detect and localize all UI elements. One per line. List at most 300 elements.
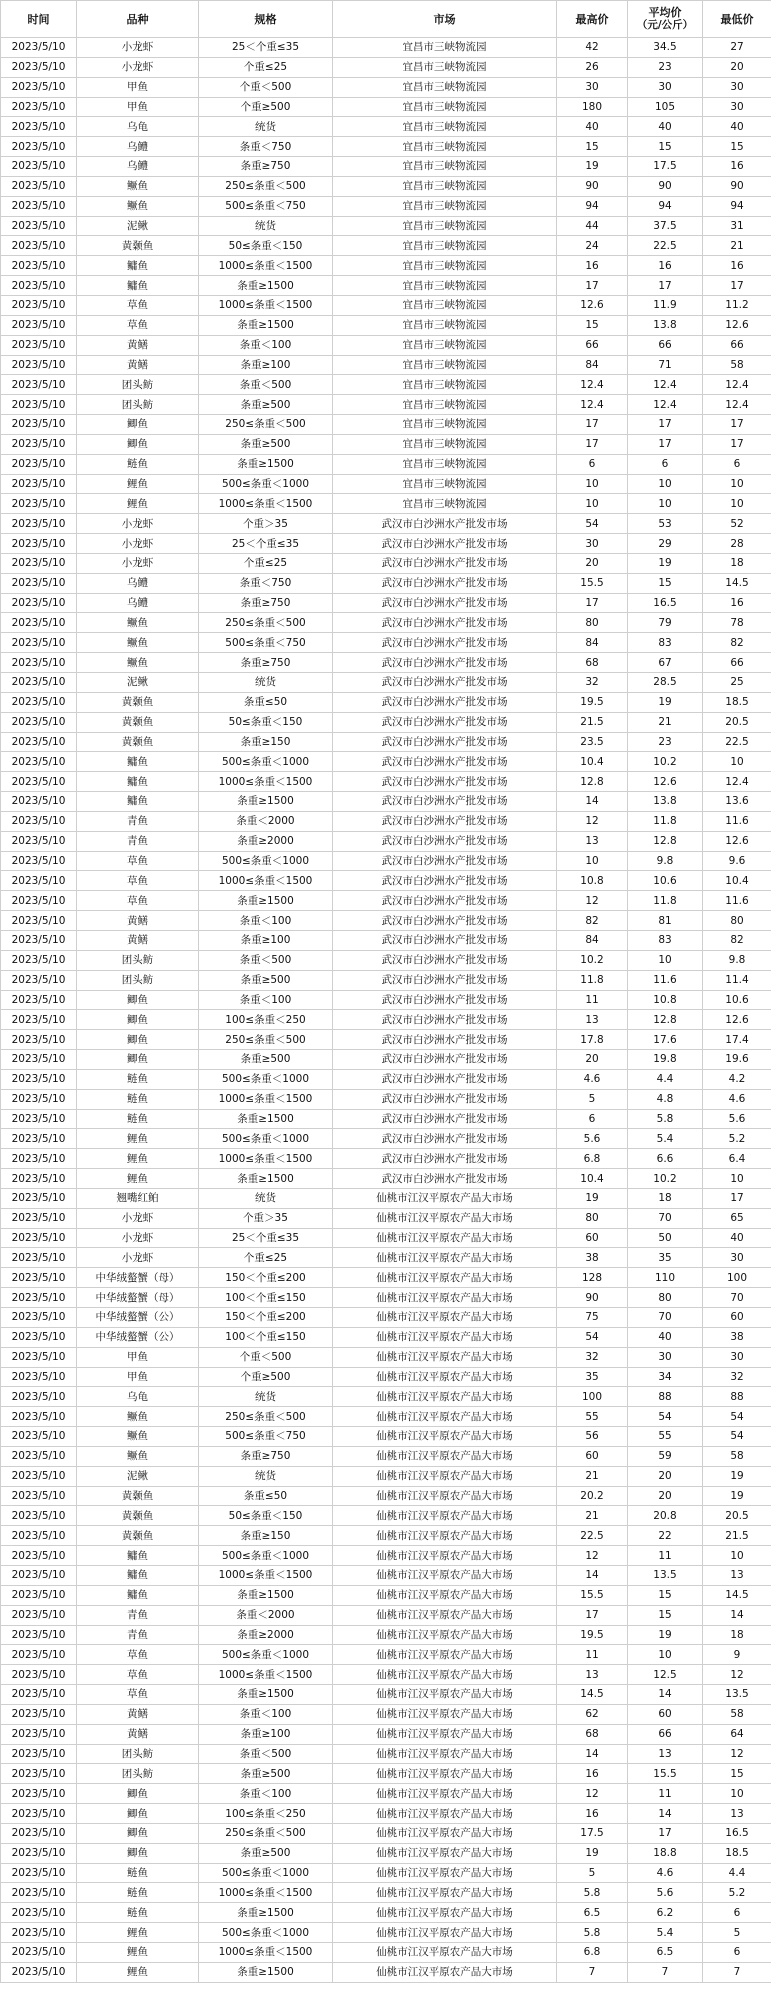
low-price-cell: 10: [703, 1546, 771, 1566]
variety-cell: 鲢鱼: [77, 1903, 199, 1923]
date-cell: 2023/5/10: [1, 276, 77, 296]
low-price-cell: 14.5: [703, 573, 771, 593]
table-row: [1, 1962, 771, 1982]
avg-price-cell: 20: [628, 1486, 703, 1506]
market-cell: 仙桃市江汉平原农产品大市场: [333, 1605, 557, 1625]
market-cell: 仙桃市江汉平原农产品大市场: [333, 1903, 557, 1923]
table-row: [1, 1565, 771, 1585]
spec-cell: 100＜个重≤150: [199, 1288, 333, 1308]
market-cell: 仙桃市江汉平原农产品大市场: [333, 1724, 557, 1744]
low-price-cell: 60: [703, 1308, 771, 1328]
avg-price-cell: 83: [628, 633, 703, 653]
avg-price-cell: 67: [628, 653, 703, 673]
avg-price-cell: 88: [628, 1387, 703, 1407]
market-cell: 仙桃市江汉平原农产品大市场: [333, 1466, 557, 1486]
table-row: [1, 1069, 771, 1089]
market-cell: 宜昌市三峡物流园: [333, 415, 557, 435]
market-cell: 武汉市白沙洲水产批发市场: [333, 1010, 557, 1030]
variety-cell: 黄鳝: [77, 911, 199, 931]
variety-cell: 团头鲂: [77, 1764, 199, 1784]
high-price-cell: 5: [557, 1089, 628, 1109]
date-cell: 2023/5/10: [1, 494, 77, 514]
high-price-cell: 11: [557, 1645, 628, 1665]
variety-cell: 泥鳅: [77, 216, 199, 236]
low-price-cell: 7: [703, 1962, 771, 1982]
high-price-cell: 10.8: [557, 871, 628, 891]
high-price-cell: 17.5: [557, 1823, 628, 1843]
market-cell: 武汉市白沙洲水产批发市场: [333, 692, 557, 712]
market-cell: 仙桃市江汉平原农产品大市场: [333, 1625, 557, 1645]
spec-cell: 250≤条重＜500: [199, 1030, 333, 1050]
market-cell: 宜昌市三峡物流园: [333, 57, 557, 77]
low-price-cell: 17: [703, 276, 771, 296]
market-cell: 武汉市白沙洲水产批发市场: [333, 514, 557, 534]
high-price-cell: 15.5: [557, 1585, 628, 1605]
table-row: [1, 1764, 771, 1784]
table-row: [1, 1129, 771, 1149]
low-price-cell: 70: [703, 1288, 771, 1308]
market-cell: 宜昌市三峡物流园: [333, 216, 557, 236]
table-row: [1, 1387, 771, 1407]
avg-price-cell: 70: [628, 1208, 703, 1228]
avg-price-cell: 70: [628, 1308, 703, 1328]
market-cell: 仙桃市江汉平原农产品大市场: [333, 1843, 557, 1863]
date-cell: 2023/5/10: [1, 1883, 77, 1903]
market-cell: 宜昌市三峡物流园: [333, 395, 557, 415]
table-row: [1, 1149, 771, 1169]
low-price-cell: 18: [703, 553, 771, 573]
variety-cell: 黄鳝: [77, 1724, 199, 1744]
market-cell: 仙桃市江汉平原农产品大市场: [333, 1208, 557, 1228]
high-price-cell: 10.4: [557, 1169, 628, 1189]
date-cell: 2023/5/10: [1, 1645, 77, 1665]
high-price-cell: 21: [557, 1506, 628, 1526]
high-price-cell: 4.6: [557, 1069, 628, 1089]
market-cell: 宜昌市三峡物流园: [333, 454, 557, 474]
market-cell: 武汉市白沙洲水产批发市场: [333, 553, 557, 573]
variety-cell: 草鱼: [77, 851, 199, 871]
table-row: [1, 355, 771, 375]
high-price-cell: 17.8: [557, 1030, 628, 1050]
high-price-cell: 22.5: [557, 1526, 628, 1546]
avg-price-cell: 21: [628, 712, 703, 732]
spec-cell: 500≤条重＜1000: [199, 1069, 333, 1089]
low-price-cell: 30: [703, 1347, 771, 1367]
market-cell: 宜昌市三峡物流园: [333, 97, 557, 117]
variety-cell: 团头鲂: [77, 1744, 199, 1764]
avg-price-cell: 28.5: [628, 673, 703, 693]
table-row: [1, 1843, 771, 1863]
avg-price-cell: 23: [628, 57, 703, 77]
header-variety: 品种: [77, 1, 199, 38]
table-row: [1, 1685, 771, 1705]
low-price-cell: 10: [703, 474, 771, 494]
low-price-cell: 13: [703, 1804, 771, 1824]
spec-cell: 条重＜100: [199, 335, 333, 355]
date-cell: 2023/5/10: [1, 1565, 77, 1585]
market-cell: 仙桃市江汉平原农产品大市场: [333, 1645, 557, 1665]
market-cell: 仙桃市江汉平原农产品大市场: [333, 1764, 557, 1784]
market-cell: 宜昌市三峡物流园: [333, 335, 557, 355]
low-price-cell: 11.4: [703, 970, 771, 990]
table-row: [1, 1625, 771, 1645]
table-row: [1, 673, 771, 693]
date-cell: 2023/5/10: [1, 1050, 77, 1070]
avg-price-cell: 55: [628, 1427, 703, 1447]
spec-cell: 1000≤条重＜1500: [199, 1565, 333, 1585]
high-price-cell: 14: [557, 1565, 628, 1585]
low-price-cell: 58: [703, 355, 771, 375]
date-cell: 2023/5/10: [1, 196, 77, 216]
avg-price-cell: 83: [628, 930, 703, 950]
avg-price-cell: 11: [628, 1546, 703, 1566]
date-cell: 2023/5/10: [1, 712, 77, 732]
low-price-cell: 18.5: [703, 692, 771, 712]
variety-cell: 鲫鱼: [77, 1010, 199, 1030]
high-price-cell: 6.5: [557, 1903, 628, 1923]
low-price-cell: 78: [703, 613, 771, 633]
spec-cell: 250≤条重＜500: [199, 1823, 333, 1843]
variety-cell: 小龙虾: [77, 1228, 199, 1248]
date-cell: 2023/5/10: [1, 851, 77, 871]
spec-cell: 150＜个重≤200: [199, 1268, 333, 1288]
table-row: [1, 534, 771, 554]
date-cell: 2023/5/10: [1, 1367, 77, 1387]
low-price-cell: 14: [703, 1605, 771, 1625]
avg-price-cell: 11.8: [628, 811, 703, 831]
avg-price-cell: 13.5: [628, 1565, 703, 1585]
variety-cell: 鳜鱼: [77, 1446, 199, 1466]
high-price-cell: 5.8: [557, 1923, 628, 1943]
spec-cell: 1000≤条重＜1500: [199, 1883, 333, 1903]
spec-cell: 个重≤25: [199, 1248, 333, 1268]
market-cell: 宜昌市三峡物流园: [333, 276, 557, 296]
spec-cell: 条重≥500: [199, 434, 333, 454]
avg-price-cell: 10.8: [628, 990, 703, 1010]
market-cell: 仙桃市江汉平原农产品大市场: [333, 1823, 557, 1843]
spec-cell: 条重≥1500: [199, 454, 333, 474]
date-cell: 2023/5/10: [1, 1407, 77, 1427]
market-cell: 宜昌市三峡物流园: [333, 315, 557, 335]
avg-price-cell: 14: [628, 1804, 703, 1824]
date-cell: 2023/5/10: [1, 1546, 77, 1566]
date-cell: 2023/5/10: [1, 1744, 77, 1764]
variety-cell: 甲鱼: [77, 1367, 199, 1387]
high-price-cell: 17: [557, 415, 628, 435]
high-price-cell: 13: [557, 1665, 628, 1685]
spec-cell: 条重≥750: [199, 593, 333, 613]
high-price-cell: 60: [557, 1446, 628, 1466]
spec-cell: 500≤条重＜750: [199, 633, 333, 653]
table-row: [1, 911, 771, 931]
table-row: [1, 1863, 771, 1883]
variety-cell: 草鱼: [77, 295, 199, 315]
spec-cell: 个重＜500: [199, 77, 333, 97]
variety-cell: 青鱼: [77, 1605, 199, 1625]
variety-cell: 乌鳢: [77, 157, 199, 177]
spec-cell: 条重≥100: [199, 1724, 333, 1744]
market-cell: 武汉市白沙洲水产批发市场: [333, 1149, 557, 1169]
spec-cell: 250≤条重＜500: [199, 415, 333, 435]
date-cell: 2023/5/10: [1, 1109, 77, 1129]
market-cell: 武汉市白沙洲水产批发市场: [333, 633, 557, 653]
variety-cell: 鲫鱼: [77, 1823, 199, 1843]
avg-price-cell: 6.6: [628, 1149, 703, 1169]
low-price-cell: 17.4: [703, 1030, 771, 1050]
avg-price-cell: 17: [628, 434, 703, 454]
avg-price-cell: 17: [628, 276, 703, 296]
variety-cell: 黄鳝: [77, 355, 199, 375]
low-price-cell: 16.5: [703, 1823, 771, 1843]
header-avg-unit: （元/公斤）: [636, 19, 694, 31]
low-price-cell: 80: [703, 911, 771, 931]
spec-cell: 条重≤50: [199, 692, 333, 712]
variety-cell: 鲫鱼: [77, 1030, 199, 1050]
avg-price-cell: 17.5: [628, 157, 703, 177]
spec-cell: 条重≥500: [199, 1764, 333, 1784]
spec-cell: 条重≥150: [199, 1526, 333, 1546]
date-cell: 2023/5/10: [1, 514, 77, 534]
variety-cell: 鲤鱼: [77, 1149, 199, 1169]
high-price-cell: 21: [557, 1466, 628, 1486]
spec-cell: 统货: [199, 1188, 333, 1208]
table-row: [1, 295, 771, 315]
low-price-cell: 13: [703, 1565, 771, 1585]
avg-price-cell: 11.9: [628, 295, 703, 315]
avg-price-cell: 16: [628, 256, 703, 276]
spec-cell: 个重＞35: [199, 1208, 333, 1228]
table-row: [1, 1923, 771, 1943]
avg-price-cell: 34.5: [628, 38, 703, 58]
avg-price-cell: 7: [628, 1962, 703, 1982]
spec-cell: 条重≥750: [199, 1446, 333, 1466]
high-price-cell: 11: [557, 990, 628, 1010]
table-row: [1, 1010, 771, 1030]
avg-price-cell: 11.6: [628, 970, 703, 990]
date-cell: 2023/5/10: [1, 1387, 77, 1407]
low-price-cell: 13.6: [703, 792, 771, 812]
high-price-cell: 54: [557, 1327, 628, 1347]
market-cell: 仙桃市江汉平原农产品大市场: [333, 1704, 557, 1724]
date-cell: 2023/5/10: [1, 1685, 77, 1705]
spec-cell: 500≤条重＜1000: [199, 752, 333, 772]
avg-price-cell: 15: [628, 1585, 703, 1605]
table-row: [1, 216, 771, 236]
variety-cell: 鲢鱼: [77, 1069, 199, 1089]
avg-price-cell: 17: [628, 415, 703, 435]
spec-cell: 条重＜2000: [199, 1605, 333, 1625]
table-row: [1, 1804, 771, 1824]
spec-cell: 250≤条重＜500: [199, 176, 333, 196]
spec-cell: 统货: [199, 216, 333, 236]
high-price-cell: 54: [557, 514, 628, 534]
table-row: [1, 970, 771, 990]
low-price-cell: 17: [703, 415, 771, 435]
table-row: [1, 494, 771, 514]
spec-cell: 条重＜100: [199, 990, 333, 1010]
market-cell: 武汉市白沙洲水产批发市场: [333, 930, 557, 950]
spec-cell: 条重≤50: [199, 1486, 333, 1506]
date-cell: 2023/5/10: [1, 1010, 77, 1030]
variety-cell: 鲫鱼: [77, 1804, 199, 1824]
high-price-cell: 84: [557, 633, 628, 653]
variety-cell: 鳙鱼: [77, 1546, 199, 1566]
table-row: [1, 1943, 771, 1963]
high-price-cell: 40: [557, 117, 628, 137]
high-price-cell: 10: [557, 474, 628, 494]
date-cell: 2023/5/10: [1, 573, 77, 593]
low-price-cell: 12.4: [703, 772, 771, 792]
avg-price-cell: 10: [628, 1645, 703, 1665]
date-cell: 2023/5/10: [1, 157, 77, 177]
low-price-cell: 20.5: [703, 1506, 771, 1526]
low-price-cell: 88: [703, 1387, 771, 1407]
table-row: [1, 593, 771, 613]
spec-cell: 100≤条重＜250: [199, 1804, 333, 1824]
variety-cell: 草鱼: [77, 1665, 199, 1685]
spec-cell: 100＜个重≤150: [199, 1327, 333, 1347]
spec-cell: 统货: [199, 1387, 333, 1407]
spec-cell: 25＜个重≤35: [199, 534, 333, 554]
avg-price-cell: 37.5: [628, 216, 703, 236]
avg-price-cell: 20: [628, 1466, 703, 1486]
variety-cell: 乌鳢: [77, 593, 199, 613]
variety-cell: 鲢鱼: [77, 1863, 199, 1883]
low-price-cell: 94: [703, 196, 771, 216]
spec-cell: 条重＜500: [199, 375, 333, 395]
variety-cell: 团头鲂: [77, 970, 199, 990]
spec-cell: 25＜个重≤35: [199, 38, 333, 58]
variety-cell: 草鱼: [77, 315, 199, 335]
spec-cell: 条重≥500: [199, 395, 333, 415]
high-price-cell: 19.5: [557, 1625, 628, 1645]
market-cell: 武汉市白沙洲水产批发市场: [333, 1089, 557, 1109]
table-row: [1, 176, 771, 196]
market-cell: 仙桃市江汉平原农产品大市场: [333, 1943, 557, 1963]
high-price-cell: 12: [557, 1784, 628, 1804]
variety-cell: 青鱼: [77, 1625, 199, 1645]
market-cell: 宜昌市三峡物流园: [333, 494, 557, 514]
table-row: [1, 137, 771, 157]
table-row: [1, 1466, 771, 1486]
spec-cell: 1000≤条重＜1500: [199, 772, 333, 792]
table-row: [1, 1704, 771, 1724]
high-price-cell: 7: [557, 1962, 628, 1982]
table-row: [1, 474, 771, 494]
market-cell: 宜昌市三峡物流园: [333, 434, 557, 454]
high-price-cell: 12: [557, 811, 628, 831]
market-cell: 武汉市白沙洲水产批发市场: [333, 1050, 557, 1070]
variety-cell: 泥鳅: [77, 673, 199, 693]
variety-cell: 黄鳝: [77, 335, 199, 355]
low-price-cell: 6.4: [703, 1149, 771, 1169]
variety-cell: 鳜鱼: [77, 633, 199, 653]
high-price-cell: 5.6: [557, 1129, 628, 1149]
table-row: [1, 1645, 771, 1665]
variety-cell: 鲫鱼: [77, 415, 199, 435]
high-price-cell: 60: [557, 1228, 628, 1248]
variety-cell: 中华绒螯蟹（母）: [77, 1288, 199, 1308]
table-row: [1, 395, 771, 415]
high-price-cell: 30: [557, 77, 628, 97]
variety-cell: 甲鱼: [77, 77, 199, 97]
date-cell: 2023/5/10: [1, 1585, 77, 1605]
avg-price-cell: 15.5: [628, 1764, 703, 1784]
low-price-cell: 30: [703, 1248, 771, 1268]
table-row: [1, 1228, 771, 1248]
date-cell: 2023/5/10: [1, 1149, 77, 1169]
table-row: [1, 1030, 771, 1050]
date-cell: 2023/5/10: [1, 1903, 77, 1923]
table-row: [1, 930, 771, 950]
table-row: [1, 1367, 771, 1387]
spec-cell: 500≤条重＜750: [199, 1427, 333, 1447]
high-price-cell: 21.5: [557, 712, 628, 732]
low-price-cell: 12.4: [703, 375, 771, 395]
header-date: 时间: [1, 1, 77, 38]
date-cell: 2023/5/10: [1, 1030, 77, 1050]
low-price-cell: 16: [703, 157, 771, 177]
high-price-cell: 20: [557, 553, 628, 573]
table-row: [1, 732, 771, 752]
date-cell: 2023/5/10: [1, 1704, 77, 1724]
market-cell: 仙桃市江汉平原农产品大市场: [333, 1347, 557, 1367]
low-price-cell: 16: [703, 256, 771, 276]
table-row: [1, 1903, 771, 1923]
high-price-cell: 56: [557, 1427, 628, 1447]
table-row: [1, 752, 771, 772]
market-cell: 宜昌市三峡物流园: [333, 77, 557, 97]
low-price-cell: 22.5: [703, 732, 771, 752]
market-cell: 仙桃市江汉平原农产品大市场: [333, 1804, 557, 1824]
variety-cell: 鳙鱼: [77, 792, 199, 812]
market-cell: 宜昌市三峡物流园: [333, 295, 557, 315]
variety-cell: 黄颡鱼: [77, 236, 199, 256]
date-cell: 2023/5/10: [1, 1804, 77, 1824]
low-price-cell: 32: [703, 1367, 771, 1387]
date-cell: 2023/5/10: [1, 117, 77, 137]
table-row: [1, 1883, 771, 1903]
spec-cell: 50≤条重＜150: [199, 712, 333, 732]
low-price-cell: 27: [703, 38, 771, 58]
low-price-cell: 9.8: [703, 950, 771, 970]
avg-price-cell: 12.5: [628, 1665, 703, 1685]
spec-cell: 500≤条重＜1000: [199, 474, 333, 494]
date-cell: 2023/5/10: [1, 335, 77, 355]
low-price-cell: 19: [703, 1466, 771, 1486]
market-cell: 仙桃市江汉平原农产品大市场: [333, 1506, 557, 1526]
low-price-cell: 19: [703, 1486, 771, 1506]
avg-price-cell: 79: [628, 613, 703, 633]
high-price-cell: 16: [557, 1764, 628, 1784]
avg-price-cell: 59: [628, 1446, 703, 1466]
variety-cell: 乌鳢: [77, 573, 199, 593]
table-row: [1, 415, 771, 435]
low-price-cell: 52: [703, 514, 771, 534]
date-cell: 2023/5/10: [1, 1486, 77, 1506]
table-row: [1, 1347, 771, 1367]
variety-cell: 团头鲂: [77, 950, 199, 970]
variety-cell: 黄颡鱼: [77, 1486, 199, 1506]
spec-cell: 条重≥1500: [199, 1585, 333, 1605]
date-cell: 2023/5/10: [1, 534, 77, 554]
market-cell: 仙桃市江汉平原农产品大市场: [333, 1585, 557, 1605]
low-price-cell: 9.6: [703, 851, 771, 871]
avg-price-cell: 10.6: [628, 871, 703, 891]
variety-cell: 鲢鱼: [77, 1883, 199, 1903]
low-price-cell: 10: [703, 494, 771, 514]
spec-cell: 500≤条重＜1000: [199, 1923, 333, 1943]
